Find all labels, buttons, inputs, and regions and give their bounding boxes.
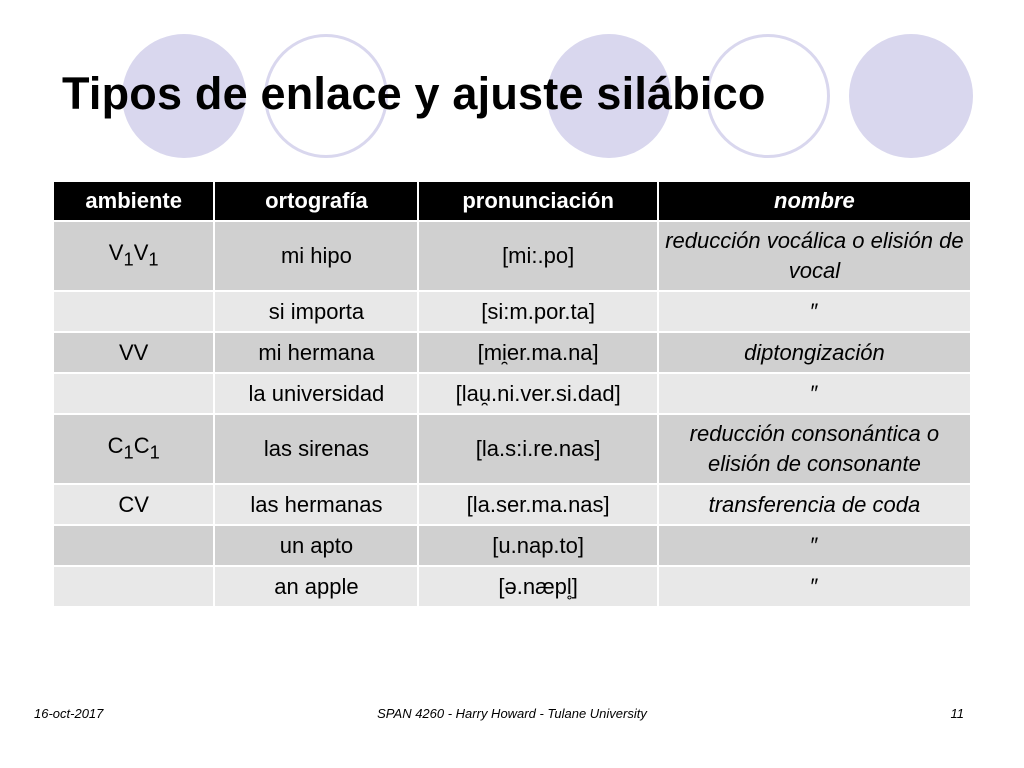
footer-date: 16-oct-2017 — [34, 706, 104, 721]
cell-pronunciacion: [lau̯.ni.ver.si.dad] — [419, 374, 656, 413]
table-row — [54, 567, 970, 606]
cell-ortografia: las sirenas — [215, 415, 417, 483]
cell-pronunciacion: [mi̯er.ma.na] — [419, 333, 656, 372]
cell-nombre: diptongización — [659, 333, 970, 372]
table-row — [54, 526, 970, 565]
cell-nombre: ″ — [659, 374, 970, 413]
footer-page-number: 11 — [950, 706, 964, 721]
cell-nombre: ″ — [659, 292, 970, 331]
cell-ortografia: mi hipo — [215, 222, 417, 290]
cell-ortografia: la universidad — [215, 374, 417, 413]
cell-ortografia: si importa — [215, 292, 417, 331]
cell-pronunciacion: [u.nap.to] — [419, 526, 656, 565]
cell-ortografia: las hermanas — [215, 485, 417, 524]
table-row — [54, 222, 970, 290]
cell-ambiente: $V_1V_1$ — [54, 222, 213, 290]
cell-ambiente — [54, 374, 213, 413]
column-header-nombre: nombre — [659, 182, 970, 220]
cell-ambiente: $C_1C_1$ — [54, 415, 213, 483]
cell-nombre: ″ — [659, 567, 970, 606]
cell-ortografia: mi hermana — [215, 333, 417, 372]
cell-ambiente — [54, 526, 213, 565]
cell-nombre: transferencia de coda — [659, 485, 970, 524]
cell-pronunciacion: [ə.næpl̥] — [419, 567, 656, 606]
decorative-circle — [849, 34, 973, 158]
cell-ortografia: an apple — [215, 567, 417, 606]
cell-nombre: ″ — [659, 526, 970, 565]
cell-ambiente: VV — [54, 333, 213, 372]
table-row — [54, 292, 970, 331]
table-row — [54, 415, 970, 483]
slide-title: Tipos de enlace y ajuste silábico — [62, 68, 766, 119]
column-header-pronunciacion: pronunciación — [419, 182, 656, 220]
linking-types-table — [52, 180, 972, 608]
cell-ambiente: CV — [54, 485, 213, 524]
footer-course: SPAN 4260 - Harry Howard - Tulane University — [377, 706, 647, 721]
cell-nombre: reducción consonántica o elisión de consonante — [659, 415, 970, 483]
table-row — [54, 333, 970, 372]
cell-ambiente — [54, 292, 213, 331]
column-header-ambiente: ambiente — [54, 182, 213, 220]
cell-pronunciacion: [la.ser.ma.nas] — [419, 485, 656, 524]
cell-pronunciacion: [la.s:i.re.nas] — [419, 415, 656, 483]
table-row — [54, 374, 970, 413]
cell-pronunciacion: [si:m.por.ta] — [419, 292, 656, 331]
column-header-ortografia: ortografía — [215, 182, 417, 220]
table-row — [54, 485, 970, 524]
cell-pronunciacion: [mi:.po] — [419, 222, 656, 290]
cell-nombre: reducción vocálica o elisión de vocal — [659, 222, 970, 290]
cell-ortografia: un apto — [215, 526, 417, 565]
table-header-row — [54, 182, 970, 220]
cell-ambiente — [54, 567, 213, 606]
